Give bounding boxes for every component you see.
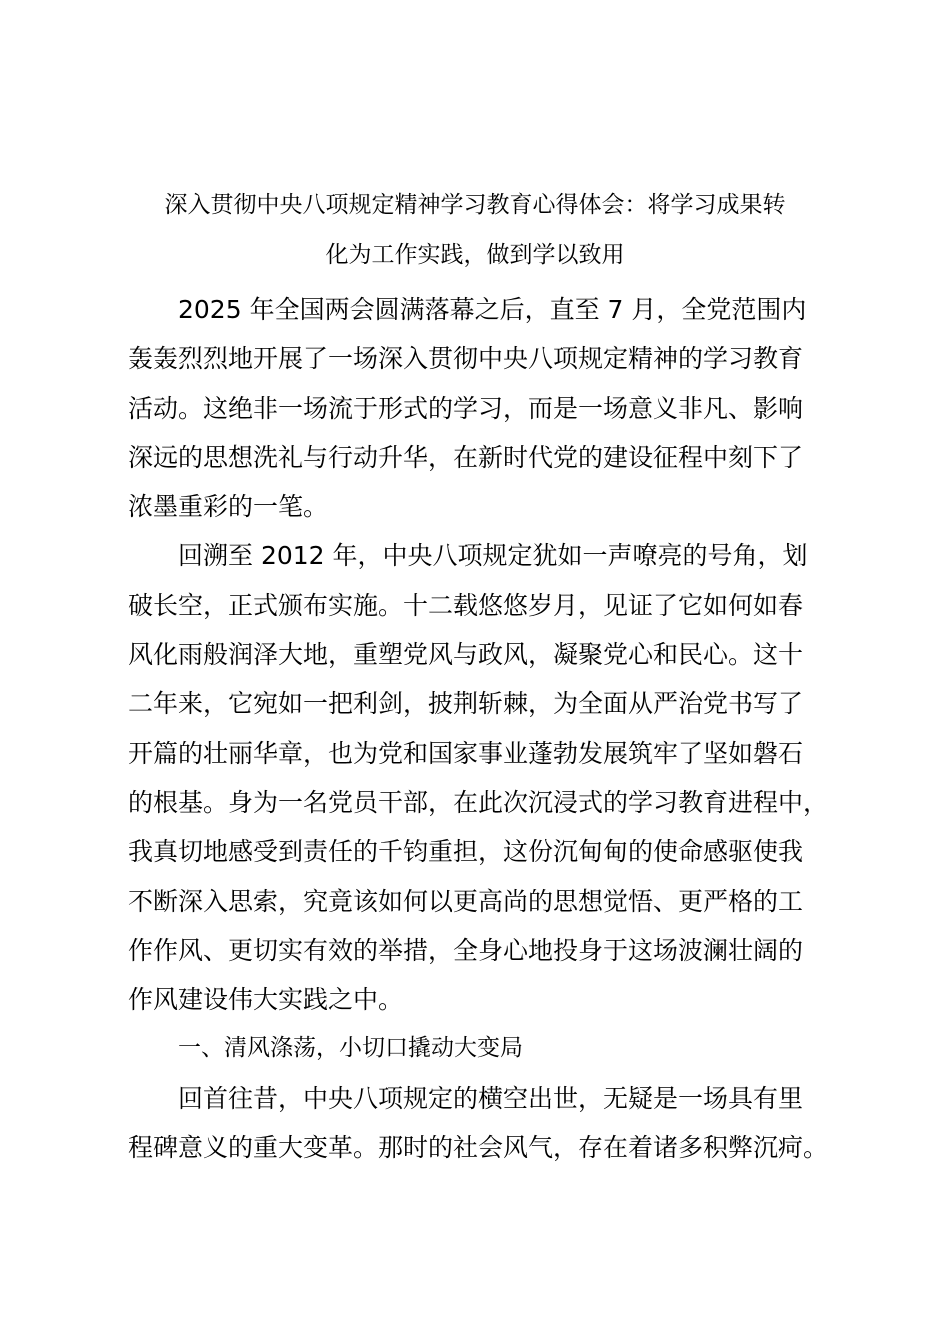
paragraph-2-line-8: 不断深入思索，究竟该如何以更高尚的思想觉悟、更严格的工: [128, 886, 804, 916]
paragraph-1-line-3: 活动。这绝非一场流于形式的学习，而是一场意义非凡、影响: [128, 393, 804, 423]
paragraph-2-line-2: 破长空，正式颁布实施。十二载悠悠岁月，见证了它如何如春: [128, 590, 804, 620]
paragraph-2-line-10: 作风建设伟大实践之中。: [128, 985, 404, 1015]
paragraph-3-line-1: 回首往昔，中央八项规定的横空出世，无疑是一场具有里: [178, 1083, 804, 1113]
paragraph-1-line-2: 轰轰烈烈地开展了一场深入贯彻中央八项规定精神的学习教育: [128, 344, 804, 374]
document-title-line-1: 深入贯彻中央八项规定精神学习教育心得体会：将学习成果转: [164, 192, 786, 218]
document-body: [128, 285, 840, 1172]
paragraph-2-line-9: 作作风、更切实有效的举措，全身心地投身于这场波澜壮阔的: [128, 935, 804, 965]
paragraph-1-line-5: 浓墨重彩的一笔。: [128, 492, 329, 522]
paragraph-2-line-7: 我真切地感受到责任的千钧重担，这份沉甸甸的使命感驱使我: [128, 837, 804, 867]
section-heading-1: 一、清风涤荡，小切口撬动大变局: [178, 1035, 523, 1062]
paragraph-2-line-4: 二年来，它宛如一把利剑，披荆斩棘，为全面从严治党书写了: [128, 689, 804, 719]
paragraph-3-line-2: 程碑意义的重大变革。那时的社会风气，存在着诸多积弊沉疴。: [128, 1133, 829, 1163]
paragraph-2-line-1: 回溯至 2012 年，中央八项规定犹如一声嘹亮的号角，划: [178, 541, 808, 571]
paragraph-2-line-6: 的根基。身为一名党员干部，在此次沉浸式的学习教育进程中，: [128, 787, 829, 817]
paragraph-2-line-5: 开篇的壮丽华章，也为党和国家事业蓬勃发展筑牢了坚如磐石: [128, 738, 804, 768]
paragraph-1-line-1: 2025 年全国两会圆满落幕之后，直至 7 月，全党范围内: [178, 295, 807, 324]
document-title-line-2: 化为工作实践，做到学以致用: [325, 242, 625, 268]
paragraph-1-line-4: 深远的思想洗礼与行动升华，在新时代党的建设征程中刻下了: [128, 442, 804, 472]
paragraph-2-line-3: 风化雨般润泽大地，重塑党风与政风，凝聚党心和民心。这十: [128, 640, 804, 670]
